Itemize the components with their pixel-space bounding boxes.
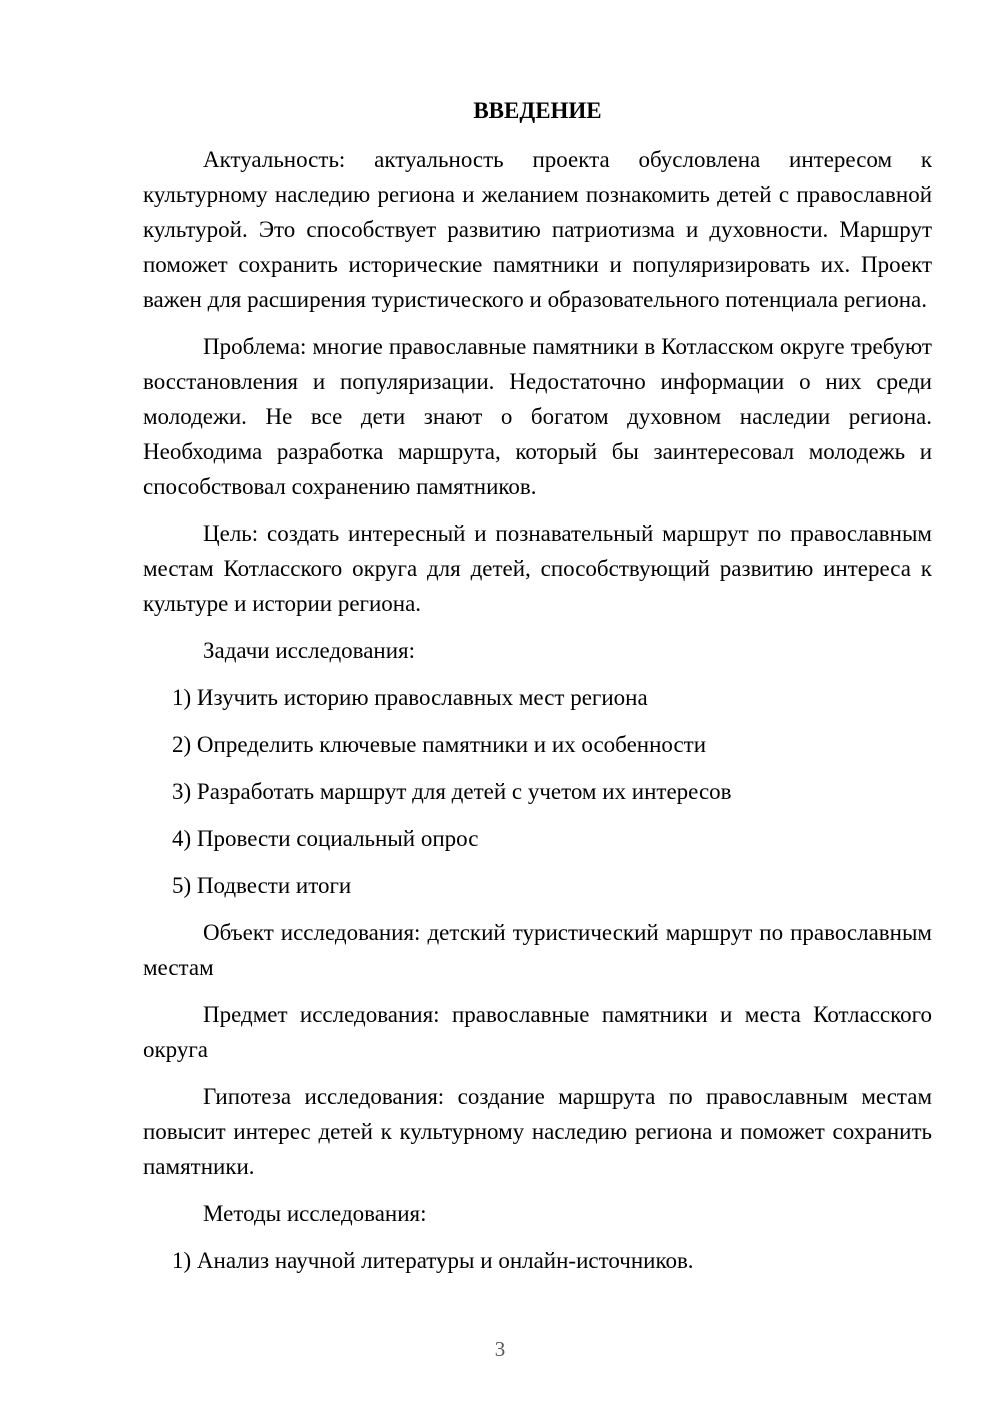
paragraph: Гипотеза исследования: создание маршрута по православным местам повысит интерес детей к культурному наследию региона и поможет сохранить памятники. xyxy=(143,1084,932,1179)
list-item: 4) Провести социальный опрос xyxy=(172,826,479,851)
page-number: 3 xyxy=(494,1337,506,1361)
paragraph: Цель: создать интересный и познавательный маршрут по православным местам Котласского округа для детей, способствующий развитию интереса к культуре и истории региона. xyxy=(143,521,932,616)
paragraph: Проблема: многие православные памятники в Котласском округе требуют восстановления и популяризации. Недостаточно информации о них среди молодежи. Не все дети знают о богатом духовном наследии региона. Необходима разработка маршрута, который бы заинтересовал молодежь и способствовал сохранению памятников. xyxy=(143,334,932,499)
paragraph: Задачи исследования: xyxy=(203,638,416,663)
paragraph: Методы исследования: xyxy=(203,1201,427,1226)
page-title: ВВЕДЕНИЕ xyxy=(473,98,602,123)
page-footer xyxy=(0,1336,1000,1362)
list-item: 2) Определить ключевые памятники и их особенности xyxy=(172,732,707,757)
paragraph: Актуальность: актуальность проекта обусловлена интересом к культурному наследию региона и желанием познакомить детей с православной культурой. Это способствует развитию патриотизма и духовности. Маршрут поможет сохранить исторические памятники и популяризировать их. Проект важен для расширения туристического и образовательного потенциала региона. xyxy=(143,147,932,312)
paragraph: Объект исследования: детский туристический маршрут по православным местам xyxy=(143,920,932,980)
paragraph: Предмет исследования: православные памятники и места Котласского округа xyxy=(143,1002,932,1062)
list-item: 1) Изучить историю православных мест региона xyxy=(172,685,648,710)
document-body xyxy=(143,142,932,1278)
list-item: 5) Подвести итоги xyxy=(172,873,352,898)
list-item: 1) Анализ научной литературы и онлайн-источников. xyxy=(172,1248,694,1273)
list-item: 3) Разработать маршрут для детей с учетом их интересов xyxy=(172,779,732,804)
